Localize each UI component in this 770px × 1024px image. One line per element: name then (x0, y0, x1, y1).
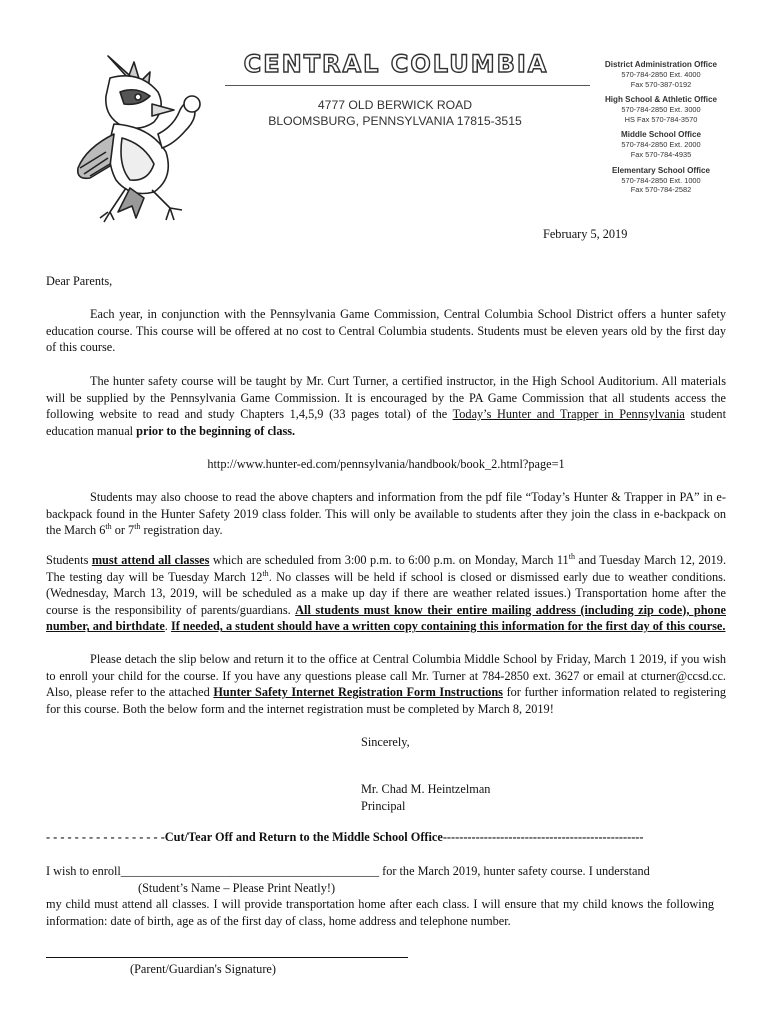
closing: Sincerely, (361, 735, 410, 749)
contact-fax: Fax 570-387-0192 (630, 79, 692, 89)
p4-text-c: and Tuesday March 12, 2019. The testing day will be Tuesday March 12 (46, 553, 727, 584)
paragraph-1: Each year, in conjunction with the Pennsylvania Game Commission, Central Columbia School District offers a hunter safety education course. This course will be offered at no cost to Central Columbia students. Students must be eleven years old by the first day of this course. (46, 307, 726, 355)
signature-caption: (Parent/Guardian's Signature) (130, 962, 276, 976)
enroll-text-b: for the March 2019, hunter safety course. I understand (379, 864, 650, 878)
contact-middle-school (594, 130, 728, 159)
p4-text-e: . (164, 619, 171, 634)
p3-text-c: registration day. (140, 523, 223, 538)
p3-text: Students may also choose to read the above chapters and information from the pdf file “Today’s Hunter & Trapper in PA” in e-backpack found in the Hunter Safety 2019 class folder. This will only be available to students after they join the class in e-backpack on the March 6 (46, 490, 726, 538)
p4-text: Students (46, 553, 92, 567)
handbook-url: http://www.hunter-ed.com/pennsylvania/handbook/book_2.html?page=1 (207, 457, 565, 471)
contact-title: District Administration Office (604, 60, 718, 69)
enroll-line (46, 863, 736, 880)
contact-phone: 570-784-2850 Ext. 3000 (621, 105, 701, 115)
greeting: Dear Parents, (46, 274, 113, 288)
p2-bold: prior to the beginning of class. (136, 423, 296, 438)
contact-title: High School & Athletic Office (604, 95, 718, 105)
p5-text: Please detach the slip below and return it to the office at Central Columbia Middle School by Friday, March 1 2019, if you wish to enroll your child for the course. If you have any questions please call Mr. Turner at 784-2850 ext. 3627 or email at cturner@ccsd.cc. Also, please refer to the attached (46, 652, 726, 700)
must-attend: must attend all classes (91, 553, 210, 567)
contact-phone: 570-784-2850 Ext. 2000 (621, 140, 701, 150)
office-contacts (594, 60, 728, 201)
ordinal-suffix: th (134, 522, 141, 532)
student-name-field[interactable]: __________________________________________ (120, 864, 380, 878)
contact-fax: Fax 570-784-2582 (630, 185, 692, 195)
enroll-text: I wish to enroll (46, 864, 121, 878)
p2-text: The hunter safety course will be taught by Mr. Curt Turner, a certified instructor, in the High School Auditorium. All materials will be supplied by the Pennsylvania Game Commission. It is encouraged by the PA Game Commission that all students access the following website to read and study Chapters 1,4,5,9 (33 pages total) of the (46, 374, 726, 422)
written-copy-requirement: If needed, a student should have a written copy containing this information for the first day of this course. (170, 619, 726, 634)
school-name-logo: CENTRAL COLUMBIA (243, 50, 549, 78)
ordinal-suffix: th (568, 551, 575, 561)
address-line-1: 4777 OLD BERWICK ROAD (317, 98, 473, 112)
contact-title: Middle School Office (620, 130, 702, 140)
contact-district (594, 60, 728, 89)
ordinal-suffix: th (262, 568, 269, 578)
cut-line: - - - - - - - - - - - - - - - - -Cut/Tear Off and Return to the Middle School Office------------------------------------------------- (46, 830, 644, 844)
paragraph-3 (46, 489, 726, 539)
p2-text-b: student education manual (46, 407, 726, 438)
paragraph-2 (46, 373, 726, 439)
manual-title: Today’s Hunter and Trapper in Pennsylvania (452, 407, 685, 422)
signer-name: Mr. Chad M. Heintzelman (361, 782, 491, 796)
registration-instructions-ref: Hunter Safety Internet Registration Form Instructions (213, 685, 503, 700)
contact-elementary (594, 166, 728, 195)
p3-text-b: or 7 (111, 523, 135, 538)
address-requirement: All students must know their entire mailing address (including zip code), phone number, and birthdate (46, 602, 726, 634)
p4-text-b: which are scheduled from 3:00 p.m. to 6:00 p.m. on Monday, March 11 (209, 553, 569, 567)
slip-body: my child must attend all classes. I will provide transportation home after each class. I will ensure that my child knows the following information: date of birth, age as of the first day of class, home address and telephone number. (46, 897, 714, 928)
address-line-2: BLOOMSBURG, PENNSYLVANIA 17815-3515 (268, 114, 522, 128)
contact-high-school (594, 95, 728, 124)
blue-jay-mascot-logo (70, 48, 220, 226)
letter-date: February 5, 2019 (543, 227, 628, 241)
contact-phone: 570-784-2850 Ext. 1000 (621, 175, 701, 185)
paragraph-4 (46, 552, 726, 635)
signature-line[interactable] (46, 957, 408, 958)
ordinal-suffix: th (105, 522, 112, 532)
contact-title: Elementary School Office (611, 165, 711, 175)
student-name-caption: (Student’s Name – Please Print Neatly!) (138, 881, 336, 895)
contact-phone: 570-784-2850 Ext. 4000 (621, 70, 701, 79)
contact-fax: HS Fax 570-784-3570 (624, 114, 698, 124)
paragraph-5 (46, 651, 726, 717)
p4-text-d: . No classes will be held if school is closed or dismissed early due to weather conditions. (Wednesday, March 13, 2019, will be scheduled as a make up day if there are weather related issues.) Transportation home after the course is the responsibility of parents/guardians. (46, 569, 727, 617)
signer-title: Principal (361, 799, 406, 813)
header-divider (225, 85, 590, 86)
p5-text-b: for further information related to registering for this course. Both the below form and the internet registration must be completed by March 8, 2019! (46, 685, 726, 716)
contact-fax: Fax 570-784-4935 (630, 149, 692, 159)
